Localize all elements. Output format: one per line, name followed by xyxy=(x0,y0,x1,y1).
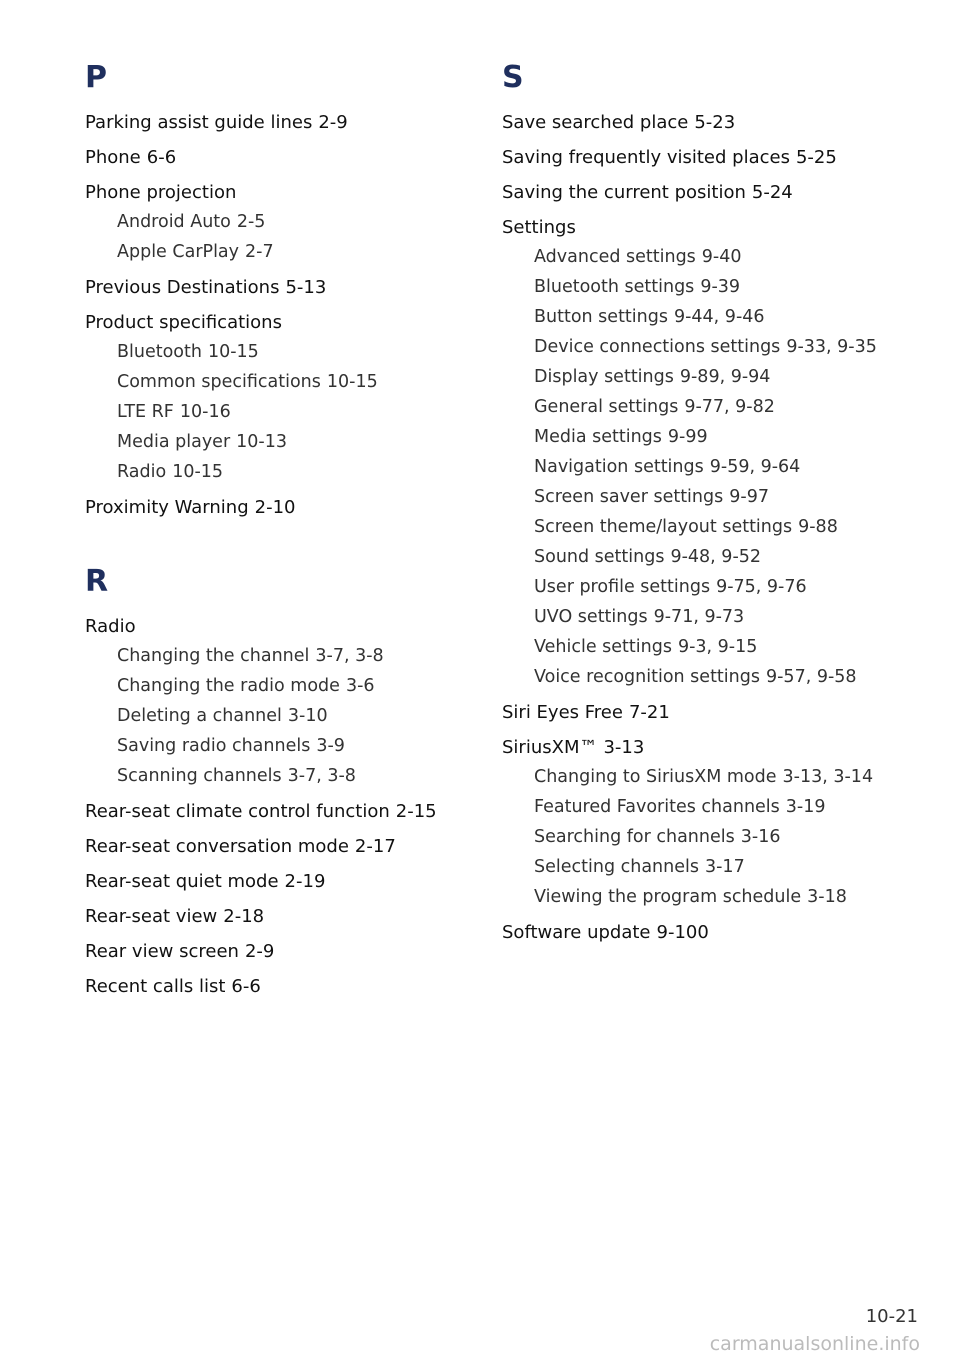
index-entry xyxy=(502,215,922,690)
index-sub-entry xyxy=(502,545,922,570)
section-letter: R xyxy=(85,564,109,599)
index-sub-entry xyxy=(502,455,922,480)
index-entry xyxy=(502,700,922,725)
sub-entry-page: 2-7 xyxy=(245,242,274,262)
sub-entry-page: 3-17 xyxy=(704,857,745,877)
sub-entry-term: Radio xyxy=(117,462,167,482)
sub-entry-term: Button settings xyxy=(534,307,668,327)
sub-entry-term: Common specifications xyxy=(117,372,321,392)
sub-entry-term: Media settings xyxy=(534,427,662,447)
entry-page: 7-21 xyxy=(628,702,670,723)
index-entry xyxy=(85,869,465,894)
index-section xyxy=(85,564,465,999)
sub-entry-page: 3-7, 3-8 xyxy=(287,766,356,786)
sub-entry-term: Navigation settings xyxy=(534,457,704,477)
entry-page: 9-100 xyxy=(656,922,709,943)
index-entry xyxy=(85,939,465,964)
sub-entry-term: User profile settings xyxy=(534,577,711,597)
sub-entry-page: 9-59, 9-64 xyxy=(709,457,801,477)
sub-entry-page: 3-7, 3-8 xyxy=(315,646,384,666)
sub-entry-term: Searching for channels xyxy=(534,827,735,847)
sub-entry-page: 9-99 xyxy=(667,427,708,447)
entry-page: 2-18 xyxy=(223,906,265,927)
index-entry xyxy=(85,180,465,265)
sub-entry-page: 3-18 xyxy=(807,887,847,907)
index-sub-entry xyxy=(502,635,922,660)
index-sub-entry xyxy=(502,335,922,360)
entry-term: Phone projection xyxy=(85,182,237,203)
sub-entry-term: Bluetooth settings xyxy=(534,277,695,297)
index-entry xyxy=(85,834,465,859)
sub-entry-term: UVO settings xyxy=(534,607,648,627)
index-column-left xyxy=(85,60,465,1043)
entry-page: 2-19 xyxy=(284,871,326,892)
sub-entry-term: Changing the channel xyxy=(117,646,310,666)
sub-entry-list xyxy=(85,210,465,265)
index-sub-entry xyxy=(502,885,922,910)
index-section xyxy=(85,60,465,520)
sub-entry-page: 3-6 xyxy=(345,676,375,696)
entry-page: 5-13 xyxy=(285,277,327,298)
entry-page: 2-9 xyxy=(244,941,275,962)
sub-entry-page: 9-40 xyxy=(701,247,742,267)
index-entry xyxy=(502,920,922,945)
sub-entry-page: 10-15 xyxy=(326,372,378,392)
entry-term: Rear-seat climate control function xyxy=(85,801,390,822)
index-sub-entry xyxy=(502,305,922,330)
index-entry xyxy=(85,799,465,824)
sub-entry-page: 3-16 xyxy=(740,827,781,847)
index-entry xyxy=(85,904,465,929)
index-entry xyxy=(85,495,465,520)
sub-entry-page: 9-33, 9-35 xyxy=(786,337,877,357)
index-entry xyxy=(85,614,465,789)
sub-entry-list xyxy=(502,765,922,910)
sub-entry-term: LTE RF xyxy=(117,402,174,422)
entry-term: Product specifications xyxy=(85,312,282,333)
entry-term: Settings xyxy=(502,217,576,238)
sub-entry-page: 9-88 xyxy=(798,517,838,537)
sub-entry-term: Android Auto xyxy=(117,212,231,232)
index-entry xyxy=(502,110,922,135)
sub-entry-list xyxy=(85,340,465,485)
page-number: 10-21 xyxy=(865,1306,918,1327)
entry-term: Save searched place xyxy=(502,112,689,133)
sub-entry-term: Viewing the program schedule xyxy=(534,887,802,907)
index-entry xyxy=(85,110,465,135)
sub-entry-page: 9-97 xyxy=(729,487,769,507)
index-sub-entry xyxy=(85,644,465,669)
entry-term: Radio xyxy=(85,616,136,637)
index-sub-entry xyxy=(502,605,922,630)
index-sub-entry xyxy=(85,340,465,365)
sub-entry-term: Screen theme/layout settings xyxy=(534,517,793,537)
sub-entry-term: Scanning channels xyxy=(117,766,282,786)
sub-entry-page: 9-48, 9-52 xyxy=(670,547,762,567)
sub-entry-page: 9-3, 9-15 xyxy=(677,637,758,657)
sub-entry-term: Advanced settings xyxy=(534,247,696,267)
sub-entry-term: General settings xyxy=(534,397,679,417)
entry-page: 5-23 xyxy=(694,112,736,133)
entry-term: Saving frequently visited places xyxy=(502,147,790,168)
index-sub-entry xyxy=(502,575,922,600)
sub-entry-term: Device connections settings xyxy=(534,337,781,357)
entry-term: SiriusXM™ xyxy=(502,737,598,758)
index-entry xyxy=(85,974,465,999)
sub-entry-page: 10-15 xyxy=(207,342,259,362)
sub-entry-term: Media player xyxy=(117,432,231,452)
sub-entry-page: 3-9 xyxy=(316,736,345,756)
sub-entry-term: Screen saver settings xyxy=(534,487,724,507)
index-sub-entry xyxy=(502,245,922,270)
index-sub-entry xyxy=(85,430,465,455)
sub-entry-list xyxy=(502,245,922,690)
sub-entry-page: 9-89, 9-94 xyxy=(679,367,771,387)
index-sub-entry xyxy=(85,210,465,235)
sub-entry-page: 9-71, 9-73 xyxy=(653,607,745,627)
entry-page: 5-25 xyxy=(795,147,837,168)
index-sub-entry xyxy=(85,764,465,789)
index-entry xyxy=(502,735,922,910)
entry-term: Previous Destinations xyxy=(85,277,280,298)
index-sub-entry xyxy=(502,485,922,510)
entry-page: 6-6 xyxy=(146,147,177,168)
sub-entry-page: 3-10 xyxy=(287,706,328,726)
index-sub-entry xyxy=(502,425,922,450)
sub-entry-term: Selecting channels xyxy=(534,857,699,877)
index-sub-entry xyxy=(502,795,922,820)
index-sub-entry xyxy=(85,704,465,729)
index-entry xyxy=(502,180,922,205)
index-entry xyxy=(85,145,465,170)
sub-entry-page: 9-57, 9-58 xyxy=(765,667,857,687)
sub-entry-term: Vehicle settings xyxy=(534,637,672,657)
entry-term: Software update xyxy=(502,922,651,943)
index-entry xyxy=(85,275,465,300)
section-letter: S xyxy=(502,60,524,95)
sub-entry-page: 9-75, 9-76 xyxy=(716,577,807,597)
index-sub-entry xyxy=(502,515,922,540)
sub-entry-term: Deleting a channel xyxy=(117,706,282,726)
index-sub-entry xyxy=(85,240,465,265)
entry-page: 2-15 xyxy=(395,801,437,822)
index-sub-entry xyxy=(85,370,465,395)
index-section xyxy=(502,60,922,945)
section-letter: P xyxy=(85,60,107,95)
entry-term: Parking assist guide lines xyxy=(85,112,313,133)
index-entry xyxy=(85,310,465,485)
entry-term: Rear-seat view xyxy=(85,906,218,927)
index-sub-entry xyxy=(85,460,465,485)
sub-entry-page: 10-15 xyxy=(172,462,224,482)
index-sub-entry xyxy=(502,825,922,850)
entry-term: Saving the current position xyxy=(502,182,746,203)
sub-entry-page: 9-44, 9-46 xyxy=(673,307,765,327)
entry-page: 2-17 xyxy=(354,836,396,857)
index-sub-entry xyxy=(85,400,465,425)
sub-entry-term: Bluetooth xyxy=(117,342,202,362)
entry-page: 2-10 xyxy=(254,497,296,518)
sub-entry-term: Apple CarPlay xyxy=(117,242,240,262)
sub-entry-term: Sound settings xyxy=(534,547,665,567)
sub-entry-page: 3-13, 3-14 xyxy=(782,767,874,787)
sub-entry-term: Saving radio channels xyxy=(117,736,311,756)
sub-entry-term: Voice recognition settings xyxy=(534,667,760,687)
entry-page: 5-24 xyxy=(751,182,793,203)
sub-entry-term: Changing the radio mode xyxy=(117,676,340,696)
entry-term: Rear-seat conversation mode xyxy=(85,836,349,857)
entry-term: Recent calls list xyxy=(85,976,226,997)
index-sub-entry xyxy=(502,365,922,390)
sub-entry-page: 3-19 xyxy=(785,797,826,817)
index-column-right xyxy=(502,60,922,989)
index-entry xyxy=(502,145,922,170)
entry-term: Siri Eyes Free xyxy=(502,702,623,723)
entry-page: 3-13 xyxy=(603,737,645,758)
sub-entry-term: Featured Favorites channels xyxy=(534,797,780,817)
entry-page: 2-9 xyxy=(318,112,348,133)
entry-page: 6-6 xyxy=(231,976,261,997)
sub-entry-term: Changing to SiriusXM mode xyxy=(534,767,777,787)
index-sub-entry xyxy=(502,395,922,420)
sub-entry-page: 10-16 xyxy=(179,402,231,422)
index-sub-entry xyxy=(85,674,465,699)
sub-entry-term: Display settings xyxy=(534,367,674,387)
watermark: carmanualsonline.info xyxy=(709,1333,920,1355)
sub-entry-page: 2-5 xyxy=(236,212,266,232)
index-sub-entry xyxy=(502,275,922,300)
entry-term: Phone xyxy=(85,147,141,168)
index-sub-entry xyxy=(85,734,465,759)
entry-term: Rear-seat quiet mode xyxy=(85,871,279,892)
sub-entry-page: 9-77, 9-82 xyxy=(684,397,775,417)
index-sub-entry xyxy=(502,765,922,790)
sub-entry-list xyxy=(85,644,465,789)
sub-entry-page: 9-39 xyxy=(700,277,741,297)
index-sub-entry xyxy=(502,665,922,690)
index-sub-entry xyxy=(502,855,922,880)
sub-entry-page: 10-13 xyxy=(236,432,287,452)
entry-term: Proximity Warning xyxy=(85,497,249,518)
entry-term: Rear view screen xyxy=(85,941,239,962)
